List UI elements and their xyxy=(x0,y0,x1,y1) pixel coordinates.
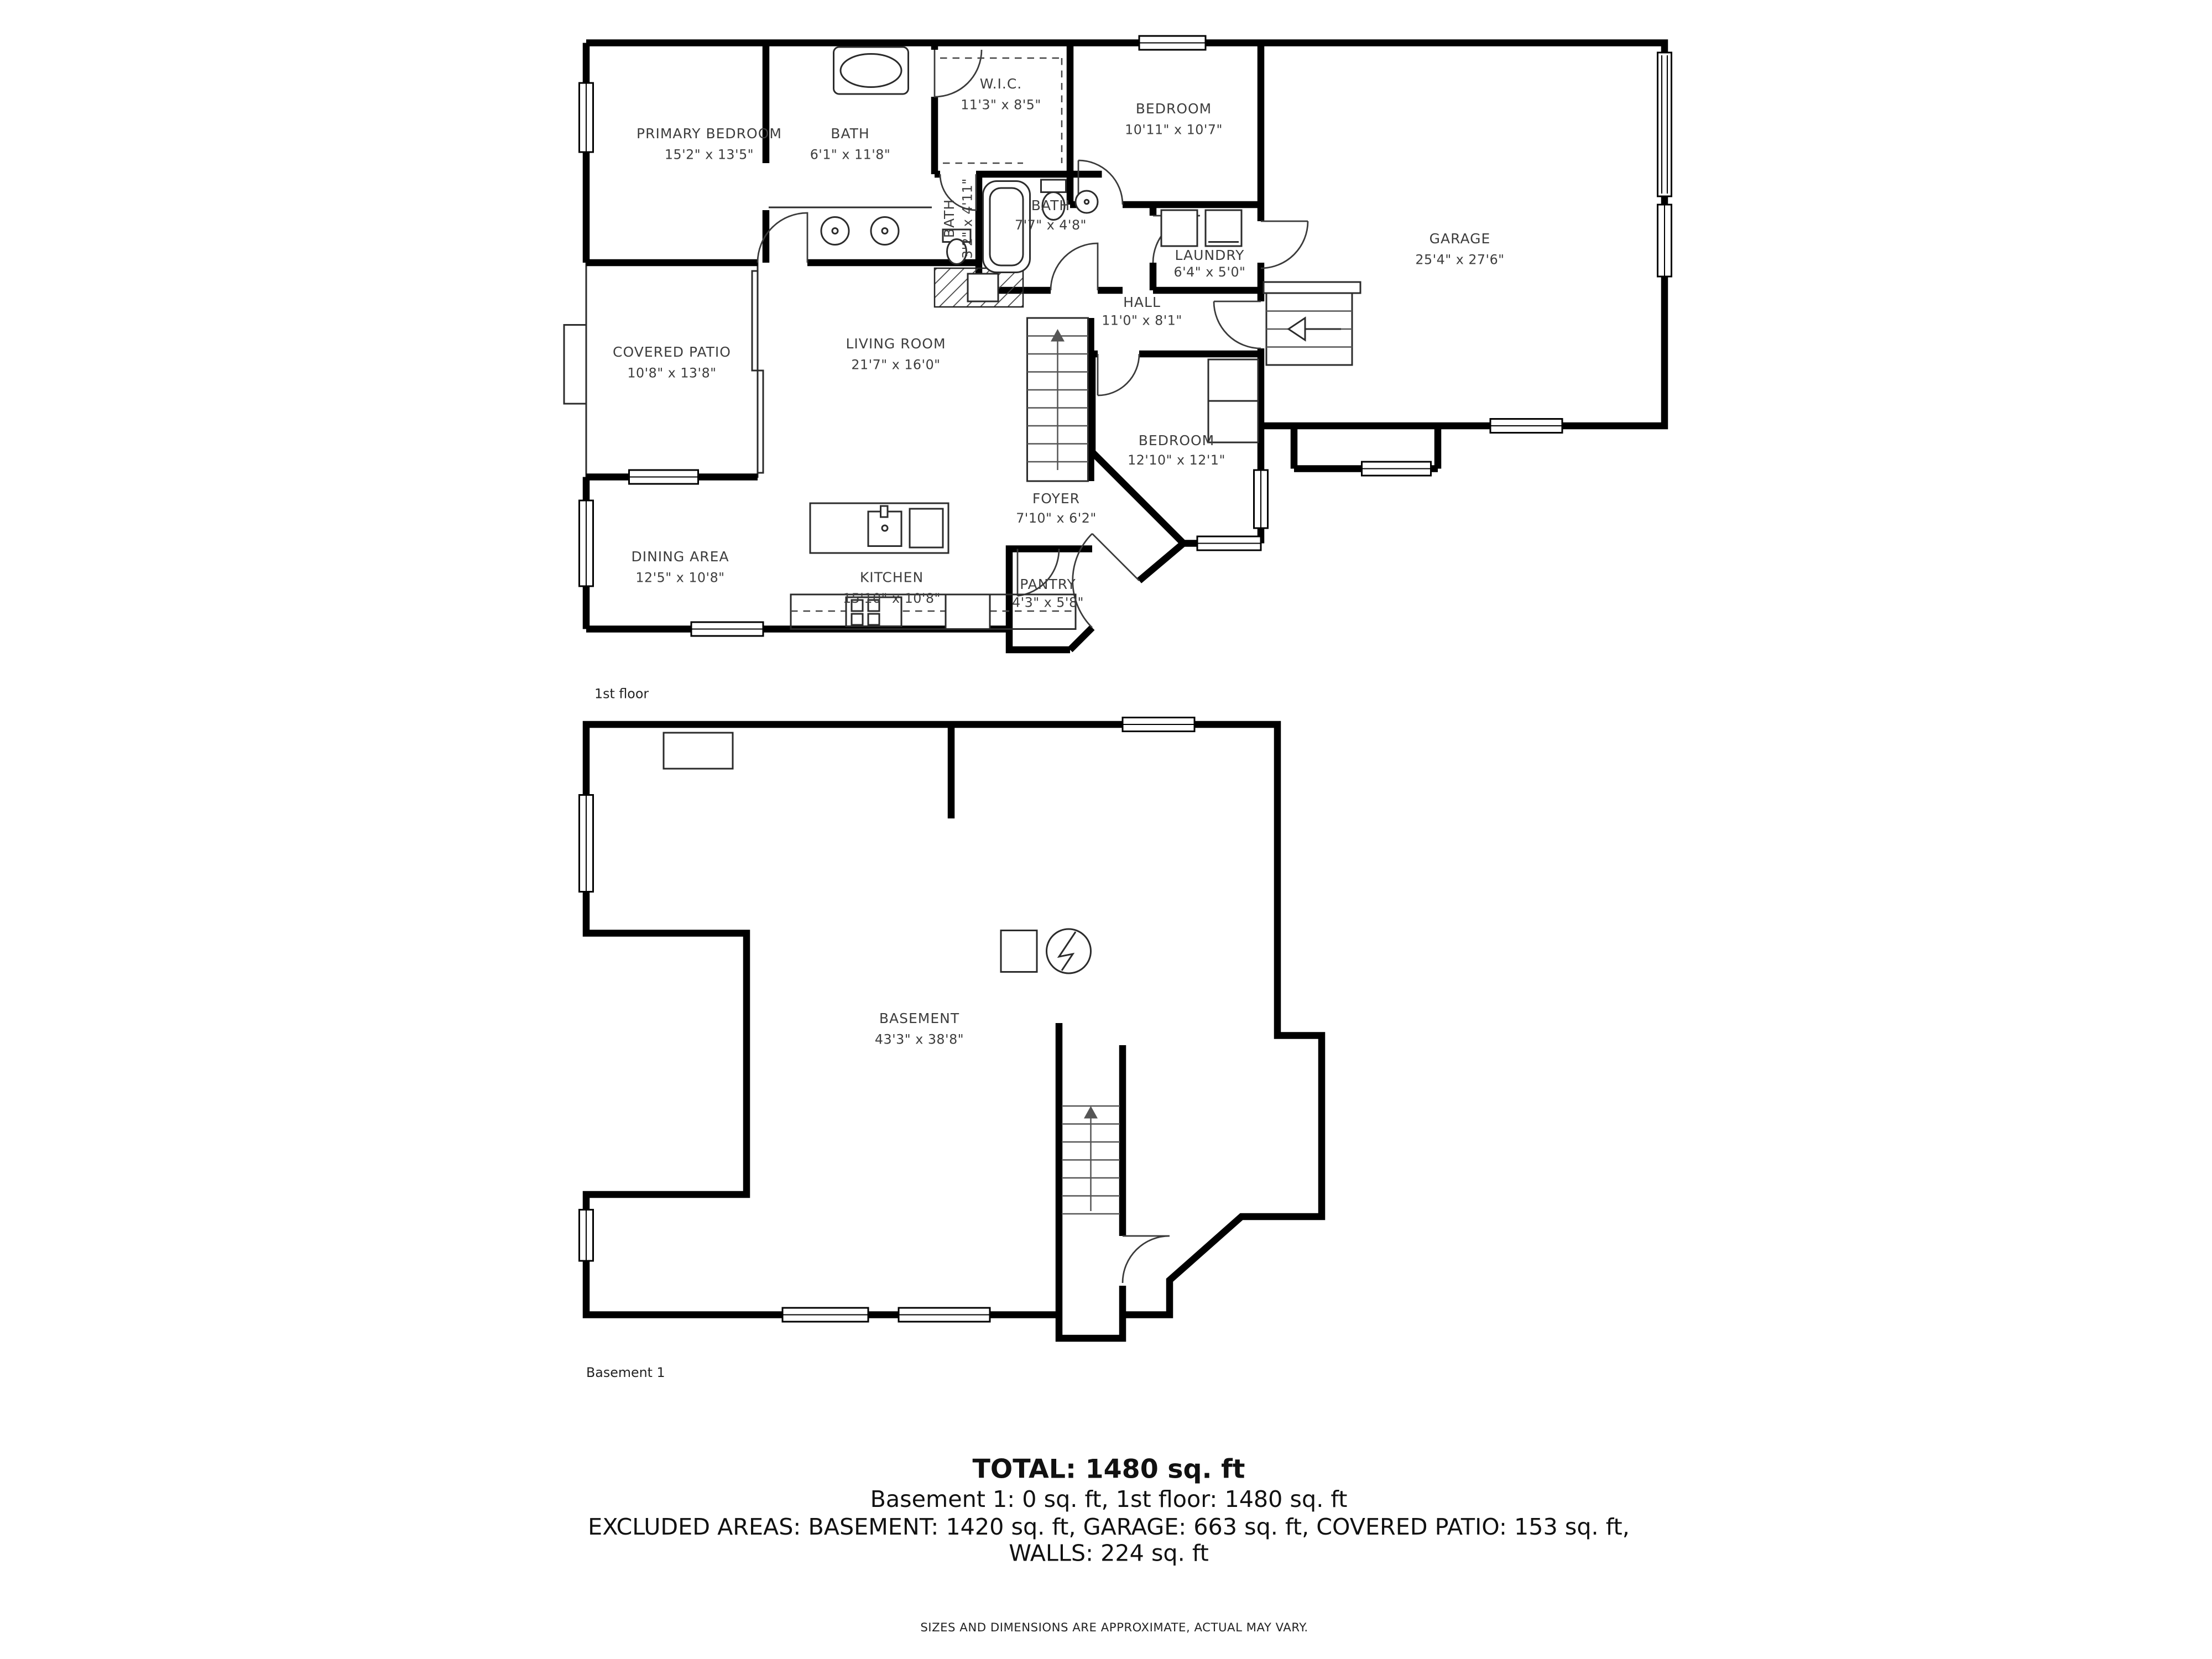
room-dims-covered-patio: 10'8" x 13'8" xyxy=(627,365,717,381)
basement-plan xyxy=(580,718,1322,1381)
summary-block xyxy=(588,1454,1630,1635)
room-label-bath-small: BATH xyxy=(941,199,957,238)
garage-door-gap xyxy=(1257,221,1265,263)
room-dims-primary-bedroom: 15'2" x 13'5" xyxy=(664,147,754,163)
room-dims-bath-primary: 6'1" x 11'8" xyxy=(810,147,891,163)
summary-total: TOTAL: 1480 sq. ft xyxy=(972,1454,1245,1485)
room-dims-pantry: 4'3" x 5'8" xyxy=(1011,594,1084,611)
room-dims-laundry: 6'4" x 5'0" xyxy=(1173,264,1246,280)
staircase-up-icon xyxy=(1027,318,1088,481)
room-label-bath-primary: BATH xyxy=(831,126,870,142)
room-dims-hall: 11'0" x 8'1" xyxy=(1102,312,1182,328)
kitchen-island xyxy=(810,503,948,553)
room-dims-garage: 25'4" x 27'6" xyxy=(1415,252,1505,268)
summary-floors: Basement 1: 0 sq. ft, 1st floor: 1480 sq. ft xyxy=(870,1486,1348,1512)
room-dims-kitchen: 15'10" x 10'8" xyxy=(843,591,941,606)
room-dims-living-room: 21'7" x 16'0" xyxy=(851,357,941,373)
room-label-primary-bedroom: PRIMARY BEDROOM xyxy=(637,126,782,142)
room-label-covered-patio: COVERED PATIO xyxy=(613,344,731,360)
washer-dryer-icon xyxy=(1161,210,1241,246)
double-sink-icon xyxy=(769,207,932,245)
bathtub-icon xyxy=(834,47,909,94)
summary-excluded: EXCLUDED AREAS: BASEMENT: 1420 sq. ft, GARAGE: 663 sq. ft, COVERED PATIO: 153 sq. ft, xyxy=(588,1514,1630,1540)
room-label-basement: BASEMENT xyxy=(879,1010,960,1026)
stair-void-hatch xyxy=(935,268,1023,307)
summary-walls: WALLS: 224 sq. ft xyxy=(1009,1540,1209,1567)
room-dims-bedroom-mid: 12'10" x 12'1" xyxy=(1128,452,1225,468)
room-dims-bedroom-top: 10'11" x 10'7" xyxy=(1125,122,1223,138)
room-label-foyer: FOYER xyxy=(1032,491,1081,507)
bedroom-closet xyxy=(1208,359,1258,442)
room-dims-basement: 43'3" x 38'8" xyxy=(874,1031,964,1047)
first-floor-plan xyxy=(564,36,1672,702)
room-label-pantry: PANTRY xyxy=(1020,576,1076,592)
basement-staircase-icon xyxy=(1062,1106,1170,1283)
floor-label-1st-floor: 1st floor xyxy=(594,686,649,702)
room-label-dining-area: DINING AREA xyxy=(631,549,729,565)
room-label-living-room: LIVING ROOM xyxy=(846,336,946,352)
garage-vehicle-door xyxy=(1658,53,1672,196)
room-label-bath-hall: BATH xyxy=(1031,197,1071,214)
room-label-wic: W.I.C. xyxy=(979,76,1022,92)
entry-porch-steps xyxy=(1264,282,1360,365)
room-label-laundry: LAUNDRY xyxy=(1175,247,1245,264)
water-heater-icon xyxy=(1047,929,1091,973)
room-label-bedroom-mid: BEDROOM xyxy=(1138,432,1215,448)
room-dims-bath-hall: 7'7" x 4'8" xyxy=(1014,217,1087,233)
floor-label-basement-1: Basement 1 xyxy=(586,1365,665,1380)
room-label-garage: GARAGE xyxy=(1429,231,1491,247)
room-dims-bath-small: 3'2" x 4'11" xyxy=(959,178,975,259)
room-label-hall: HALL xyxy=(1123,294,1161,310)
room-dims-foyer: 7'10" x 6'2" xyxy=(1016,510,1097,526)
room-label-kitchen: KITCHEN xyxy=(859,569,924,586)
room-label-bedroom-top: BEDROOM xyxy=(1135,101,1212,117)
room-dims-wic: 11'3" x 8'5" xyxy=(961,97,1041,113)
room-dims-dining-area: 12'5" x 10'8" xyxy=(635,570,725,586)
front-door-gap xyxy=(1257,301,1265,348)
disclaimer-text: SIZES AND DIMENSIONS ARE APPROXIMATE, ACTUAL MAY VARY. xyxy=(920,1621,1308,1635)
